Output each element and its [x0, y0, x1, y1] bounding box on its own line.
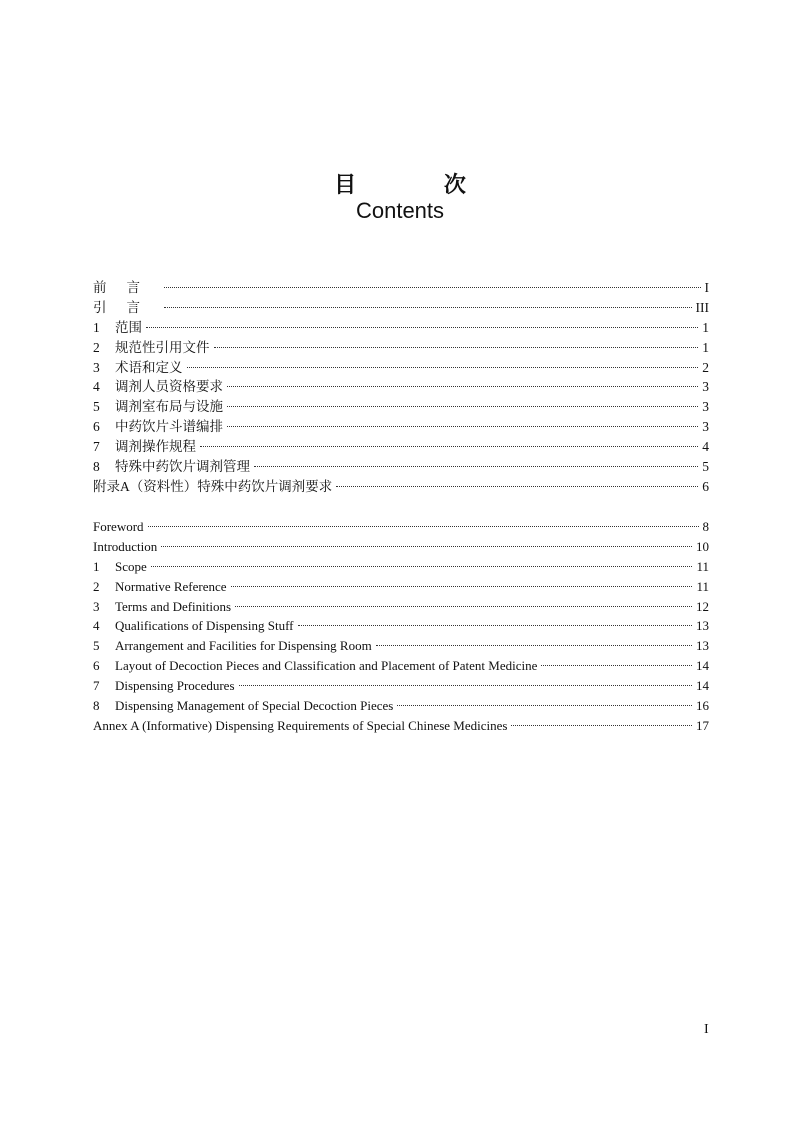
toc-english — [93, 517, 709, 736]
toc-entry-page: 6 — [702, 478, 709, 494]
dot-leader — [146, 327, 698, 328]
toc-entry[interactable] — [93, 338, 709, 358]
toc-entry-page: 3 — [702, 419, 709, 435]
toc-entry-page: 3 — [702, 379, 709, 395]
toc-entry-page: 11 — [696, 558, 709, 574]
dot-leader — [187, 367, 699, 368]
toc-entry-page: 5 — [702, 459, 709, 475]
toc-entry-page: 10 — [696, 538, 709, 554]
dot-leader — [164, 307, 692, 308]
toc-entry-page: 17 — [696, 717, 709, 733]
toc-entry[interactable] — [93, 636, 709, 656]
toc-entry-label: Introduction — [93, 538, 158, 554]
toc-entry-label: Annex A (Informative) Dispensing Requirements of Special Chinese Medicines — [93, 717, 508, 733]
toc-entry[interactable] — [93, 318, 709, 338]
toc-entry-number: 5 — [93, 638, 100, 654]
toc-entry-page: 1 — [702, 319, 709, 335]
toc-entry-page: 11 — [696, 578, 709, 594]
toc-entry-page: III — [695, 299, 709, 315]
toc-entry-label: Terms and Definitions — [115, 598, 232, 614]
dot-leader — [151, 566, 693, 567]
toc-entry[interactable] — [93, 278, 709, 298]
toc-entry-number: 2 — [93, 339, 100, 355]
toc-entry-number: 8 — [93, 698, 100, 714]
toc-entry[interactable] — [93, 616, 709, 636]
toc-entry-page: 14 — [696, 658, 709, 674]
toc-entry-label: Arrangement and Facilities for Dispensing Room — [115, 638, 372, 654]
toc-entry-number: 7 — [93, 439, 100, 455]
dot-leader — [239, 685, 692, 686]
toc-entry-number: 1 — [93, 319, 100, 335]
toc-entry[interactable] — [93, 656, 709, 676]
toc-entry-label: Qualifications of Dispensing Stuff — [115, 618, 294, 634]
toc-entry[interactable] — [93, 696, 709, 716]
dot-leader — [227, 386, 698, 387]
toc-entry[interactable] — [93, 298, 709, 318]
toc-entry-label: 调剂人员资格要求 — [115, 379, 223, 395]
toc-entry-label: 引言 — [93, 299, 160, 315]
toc-entry-page: 8 — [702, 519, 709, 534]
toc-entry-number: 6 — [93, 419, 100, 435]
toc-entry-page: 3 — [702, 399, 709, 415]
dot-leader — [235, 606, 692, 607]
toc-entry-page: 13 — [696, 638, 709, 654]
toc-entry-label: Dispensing Management of Special Decoction Pieces — [115, 698, 394, 714]
toc-entry-label: 术语和定义 — [115, 359, 183, 375]
toc-entry[interactable] — [93, 437, 709, 457]
toc-chinese — [93, 278, 709, 497]
page-title-cn: 目 次 — [334, 173, 506, 198]
toc-entry-label: Foreword — [93, 519, 144, 534]
toc-entry-label: Normative Reference — [115, 578, 227, 594]
toc-entry-label: 规范性引用文件 — [115, 339, 210, 355]
toc-entry[interactable] — [93, 557, 709, 577]
toc-entry-page: 4 — [702, 439, 709, 455]
toc-entry[interactable] — [93, 517, 709, 537]
toc-entry-page: 12 — [696, 598, 709, 614]
dot-leader — [397, 705, 692, 706]
toc-entry-page: 1 — [702, 339, 709, 355]
toc-entry-number: 2 — [93, 578, 100, 594]
dot-leader — [336, 486, 698, 487]
toc-entry-number: 4 — [93, 379, 100, 395]
toc-entry[interactable] — [93, 377, 709, 397]
toc-entry-page: 14 — [696, 678, 709, 694]
toc-entry-label: 特殊中药饮片调剂管理 — [115, 459, 250, 475]
dot-leader — [541, 665, 692, 666]
toc-entry[interactable] — [93, 417, 709, 437]
toc-entry-page: 13 — [696, 618, 709, 634]
toc-entry-label: 范围 — [115, 319, 142, 335]
dot-leader — [511, 725, 692, 726]
toc-entry-number: 4 — [93, 618, 100, 634]
dot-leader — [376, 645, 692, 646]
toc-entry[interactable] — [93, 537, 709, 557]
toc-entry-number: 6 — [93, 658, 100, 674]
toc-entry-number: 8 — [93, 459, 100, 475]
toc-entry-label: Dispensing Procedures — [115, 678, 235, 694]
toc-entry[interactable] — [93, 577, 709, 597]
toc-entry-label: 中药饮片斗谱编排 — [115, 419, 223, 435]
toc-entry[interactable] — [93, 597, 709, 617]
toc-entry-page: I — [704, 280, 709, 295]
toc-entry[interactable] — [93, 676, 709, 696]
toc-entry-label: 附录A（资料性）特殊中药饮片调剂要求 — [93, 478, 333, 494]
toc-entry-label: 调剂室布局与设施 — [115, 399, 223, 415]
toc-entry[interactable] — [93, 358, 709, 378]
toc-entry-label: Scope — [115, 558, 147, 574]
dot-leader — [298, 625, 693, 626]
dot-leader — [254, 466, 698, 467]
toc-entry-label: 调剂操作规程 — [115, 439, 196, 455]
toc-entry[interactable] — [93, 716, 709, 736]
toc-entry[interactable] — [93, 457, 709, 477]
toc-entry-page: 2 — [702, 359, 709, 375]
toc-entry-number: 3 — [93, 598, 100, 614]
dot-leader — [200, 446, 698, 447]
toc-entry-number: 1 — [93, 558, 100, 574]
toc-entry[interactable] — [93, 477, 709, 497]
dot-leader — [214, 347, 699, 348]
footer-page-number: I — [704, 1022, 709, 1037]
toc-entry-number: 5 — [93, 399, 100, 415]
toc-entry-number: 7 — [93, 678, 100, 694]
dot-leader — [161, 546, 692, 547]
dot-leader — [231, 586, 693, 587]
toc-entry-page: 16 — [696, 698, 709, 714]
dot-leader — [227, 406, 698, 407]
dot-leader — [227, 426, 698, 427]
toc-entry-label: 前言 — [93, 280, 160, 295]
toc-entry[interactable] — [93, 397, 709, 417]
dot-leader — [164, 287, 701, 288]
toc-entry-label: Layout of Decoction Pieces and Classification and Placement of Patent Medicine — [115, 658, 538, 674]
page-title-en: Contents — [355, 198, 445, 223]
toc-entry-number: 3 — [93, 359, 100, 375]
dot-leader — [148, 526, 699, 527]
